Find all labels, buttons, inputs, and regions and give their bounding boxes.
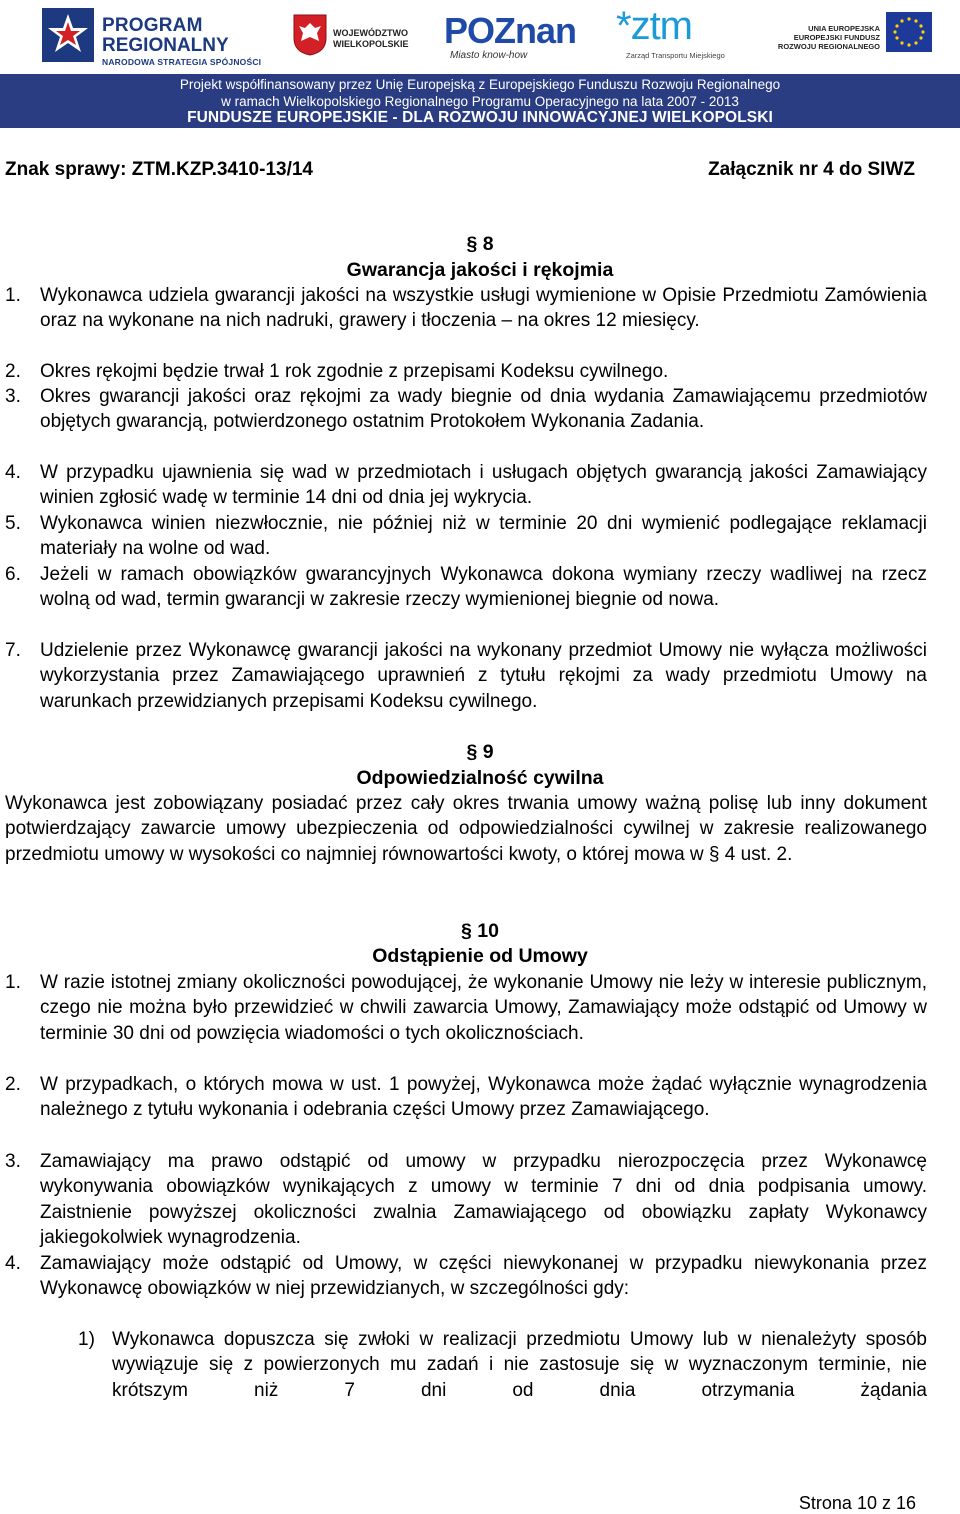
funding-line-1: Projekt współfinansowany przez Unię Europejską z Europejskiego Funduszu Rozwoju Regionalnego [179, 77, 781, 92]
eu-logo-line2: EUROPEJSKI FUNDUSZ [793, 33, 880, 42]
eu-logo-line3: ROZWOJU REGIONALNEGO [777, 42, 880, 51]
list-item-number: 7. [5, 640, 21, 661]
list-item [5, 970, 927, 1046]
eu-logo [776, 4, 956, 70]
list-item-number: 1. [5, 972, 21, 993]
list-item-text: Zamawiający ma prawo odstąpić od umowy w przypadku nierozpoczęcia przez Wykonawcę wykonywania obowiązków wynikających z umowy w terminie 7 dni od dnia podpisania umowy. Zaistnienie powyższej okoliczności zwalnia Zamawiającego od obowiązku zapłaty Wykonawcy jakiegokolwiek wynagrodzenia. [40, 1151, 927, 1249]
sub-list-item [78, 1327, 927, 1403]
list-item-text: Udzielenie przez Wykonawcę gwarancji jakości na wykonany przedmiot Umowy nie wyłącza możliwości wykorzystania przez Zamawiającego uprawnień z tytułu rękojmi za wady przedmiotu Umowy na warunkach przewidzianych przepisami Kodeksu cywilnego. [40, 640, 927, 712]
list-item [5, 638, 927, 714]
section-8-number: § 8 [466, 233, 494, 255]
funding-line-2: w ramach Wielkopolskiego Regionalnego Programu Operacyjnego na lata 2007 - 2013 [221, 94, 739, 109]
program-regionalny-logo [40, 4, 270, 70]
list-item-number: 2. [5, 1074, 21, 1095]
sub-list-item-text: Wykonawca dopuszcza się zwłoki w realizacji przedmiotu Umowy lub w nienależyty sposób wywiązuje się z powierzonych mu zadań i nie zastosuje się w wyznaczonym terminie, nie krótszym niż 7 dni od dnia otrzymania żądania [112, 1329, 927, 1401]
logo-row [0, 0, 960, 74]
section-9-text: Wykonawca jest zobowiązany posiadać przez cały okres trwania umowy ważną polisę lub inny dokument potwierdzający zawarcie umowy ubezpieczenia od odpowiedzialności cywilnej w zakresie realizowanego przedmiotu umowy w wysokości co najmniej równowartości kwoty, o której mowa w § 4 ust. 2. [5, 793, 927, 865]
list-item-number: 3. [5, 386, 21, 407]
list-item [5, 1149, 927, 1251]
list-item-number: 4. [5, 462, 21, 483]
list-item-text: W razie istotnej zmiany okoliczności powodującej, że wykonanie Umowy nie leży w interesie publicznym, czego nie można było przewidzieć w chwili zawarcia Umowy, Zamawiający może odstąpić od Umowy w terminie 30 dni od powzięcia wiadomości o tych okolicznościach. [40, 972, 927, 1044]
program-logo-line1: PROGRAM [102, 15, 203, 36]
list-item-number: 6. [5, 564, 21, 585]
section-10-number: § 10 [461, 920, 499, 942]
program-logo-line2: REGIONALNY [102, 35, 229, 56]
list-item [5, 511, 927, 562]
list-item-number: 4. [5, 1253, 21, 1274]
list-item-number: 5. [5, 513, 21, 534]
wielkopolska-logo [293, 4, 413, 70]
list-item-text: Okres rękojmi będzie trwał 1 rok zgodnie z przepisami Kodeksu cywilnego. [40, 361, 669, 382]
list-item-text: Zamawiający może odstąpić od Umowy, w części niewykonanej w przypadku niewykonania przez Wykonawcę obowiązków w niej przewidzianych, w szczególności gdy: [40, 1253, 927, 1300]
page-number: Strona 10 z 16 [798, 1493, 916, 1513]
list-item-text: W przypadku ujawnienia się wad w przedmiotach i usługach objętych gwarancją jakości Zamawiający winien zgłosić wadę w terminie 14 dni od dnia jej wykrycia. [40, 462, 927, 509]
poznan-wordmark: POZnan [444, 10, 577, 51]
list-item-text: W przypadkach, o których mowa w ust. 1 powyżej, Wykonawca może żądać wyłącznie wynagrodzenia należnego z tytułu wykonania i odebrania części Umowy przez Zamawiającego. [40, 1074, 927, 1121]
list-item [5, 283, 927, 334]
funding-bar [0, 74, 960, 128]
sub-list-item-number: 1) [78, 1329, 95, 1350]
program-logo-line3: NARODOWA STRATEGIA SPÓJNOŚCI [102, 57, 262, 67]
star-emblem-icon [40, 6, 96, 64]
funding-line-3: FUNDUSZE EUROPEJSKIE - DLA ROZWOJU INNOWACYJNEJ WIELKOPOLSKI [187, 109, 773, 126]
list-item [5, 384, 927, 435]
eu-flag-icon [886, 12, 932, 52]
ztm-logo [616, 4, 746, 70]
list-item-number: 1. [5, 285, 21, 306]
list-item-number: 2. [5, 361, 21, 382]
ztm-wordmark: *ztm [616, 4, 692, 48]
list-item-text: Okres gwarancji jakości oraz rękojmi za wady biegnie od dnia wydania Zamawiającemu przedmiotów objętych gwarancją, potwierdzonego ostatnim Protokołem Wykonania Zadania. [40, 386, 927, 433]
list-item-text: Wykonawca winien niezwłocznie, nie później niż w terminie 20 dni wymienić podlegające reklamacji materiały na wolne od wad. [40, 513, 927, 560]
region-logo-line2: WIELKOPOLSKIE [333, 39, 409, 49]
poznan-logo [444, 4, 604, 70]
list-item [5, 359, 927, 384]
list-item [5, 460, 927, 511]
list-item [5, 1251, 927, 1302]
region-logo-line1: WOJEWÓDZTWO [333, 28, 408, 38]
section-9-number: § 9 [466, 741, 494, 763]
ztm-tagline: Zarząd Transportu Miejskiego [626, 51, 725, 60]
list-item-text: Wykonawca udziela gwarancji jakości na wszystkie usługi wymienione w Opisie Przedmiotu Zamówienia oraz na wykonane na nich nadruki, grawery i tłoczenia – na okres 12 miesięcy. [40, 285, 927, 332]
list-item-number: 3. [5, 1151, 21, 1172]
annex-label: Załącznik nr 4 do SIWZ [708, 159, 915, 180]
section-9-title: Odpowiedzialność cywilna [356, 767, 604, 789]
section-10-title: Odstąpienie od Umowy [372, 945, 588, 967]
list-item-text: Jeżeli w ramach obowiązków gwarancyjnych Wykonawca dokona wymiany rzeczy wadliwej na rzecz wolną od wad, termin gwarancji w zakresie rzeczy wymienionej biegnie od nowa. [40, 564, 927, 611]
list-item [5, 562, 927, 613]
header-banner [0, 0, 960, 128]
list-item [5, 1072, 927, 1123]
eagle-shield-icon [293, 14, 327, 56]
section-8-title: Gwarancja jakości i rękojmia [346, 259, 614, 281]
case-number: Znak sprawy: ZTM.KZP.3410-13/14 [5, 159, 313, 180]
eu-logo-line1: UNIA EUROPEJSKA [808, 24, 880, 33]
poznan-tagline: Miasto know-how [450, 50, 528, 61]
